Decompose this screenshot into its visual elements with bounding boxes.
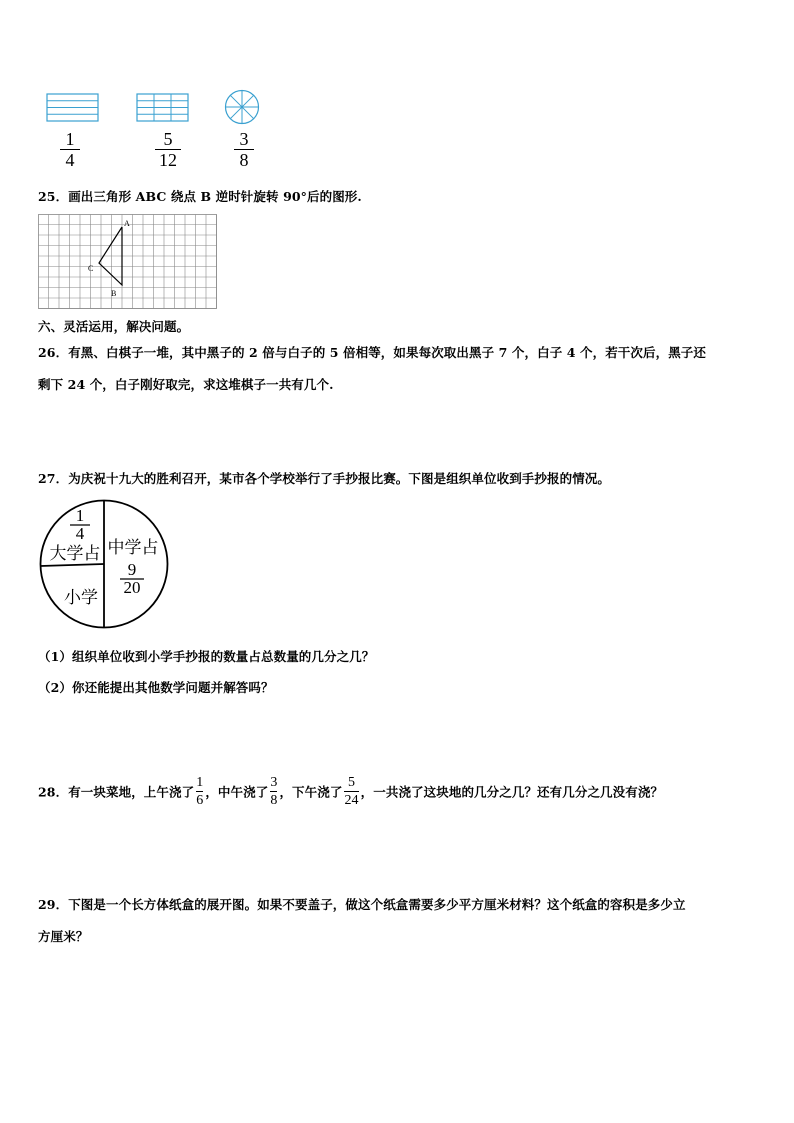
label-a: A (124, 219, 130, 228)
fraction-figure-twelfths (136, 93, 190, 123)
label-c: C (88, 264, 94, 273)
question-29-line1: 29．下图是一个长方体纸盒的展开图。如果不要盖子，做这个纸盒需要多少平方厘米材料？这个纸盒的容积是多少立 (38, 897, 686, 912)
label-b: B (111, 289, 117, 298)
fraction-num: 1 (65, 129, 75, 149)
question-27-text: 27．为庆祝十九大的胜利召开，某市各个学校举行了手抄报比赛。下图是组织单位收到手抄报的情况。 (38, 471, 610, 486)
fraction-label-3 (234, 130, 254, 169)
q28-part1: 28．有一块菜地，上午浇了 (38, 784, 195, 800)
university-fraction-den: 4 (75, 524, 85, 543)
university-label: 大学占 (49, 544, 101, 564)
middle-fraction-num: 9 (127, 560, 137, 579)
q28-fraction-3: $\frac{5}{24}$ (344, 775, 359, 808)
question-29-line2: 方厘米？ (38, 929, 89, 944)
question-26-line1: 26．有黑、白棋子一堆，其中黑子的 2 倍与白子的 5 倍相等，如果每次取出黑子 7 个，白子 4 个，若干次后，黑子还 (38, 345, 707, 360)
fraction-den: 4 (65, 150, 75, 170)
middle-label: 中学占 (107, 538, 159, 558)
q25-grid-figure (38, 214, 218, 310)
fraction-label-2 (155, 130, 181, 169)
q28-fraction-2: $\frac{3}{8}$ (270, 775, 278, 808)
question-27-sub1: （1）组织单位收到小学手抄报的数量占总数量的几分之几？ (38, 649, 375, 664)
section-heading: 六、灵活运用，解决问题。 (38, 319, 190, 334)
question-26-line2: 剩下 24 个，白子刚好取完，求这堆棋子一共有几个. (38, 377, 334, 392)
fraction-den: 8 (239, 150, 249, 170)
primary-label: 小学 (64, 588, 98, 608)
q28-part3: ，下午浇了 (279, 784, 343, 800)
fraction-num: 5 (163, 129, 173, 149)
question-28 (38, 775, 663, 808)
question-25-text: 25．画出三角形 ABC 绕点 B 逆时针旋转 90°后的图形. (38, 189, 362, 204)
q27-pie-chart (37, 497, 171, 631)
university-fraction-num: 1 (75, 506, 85, 525)
q28-fraction-1: $\frac{1}{6}$ (196, 775, 204, 808)
fraction-figure-eighths-circle (224, 89, 260, 125)
fraction-figure-quarter (46, 93, 100, 123)
middle-fraction-den: 20 (123, 578, 141, 597)
question-27-sub2: （2）你还能提出其他数学问题并解答吗？ (38, 680, 274, 695)
fraction-label-1 (60, 130, 80, 169)
fraction-den: 12 (159, 150, 177, 170)
fraction-num: 3 (239, 129, 249, 149)
q28-part2: ，中午浇了 (205, 784, 269, 800)
q28-part4: ，一共浇了这块地的几分之几？还有几分之几没有浇？ (360, 784, 664, 800)
